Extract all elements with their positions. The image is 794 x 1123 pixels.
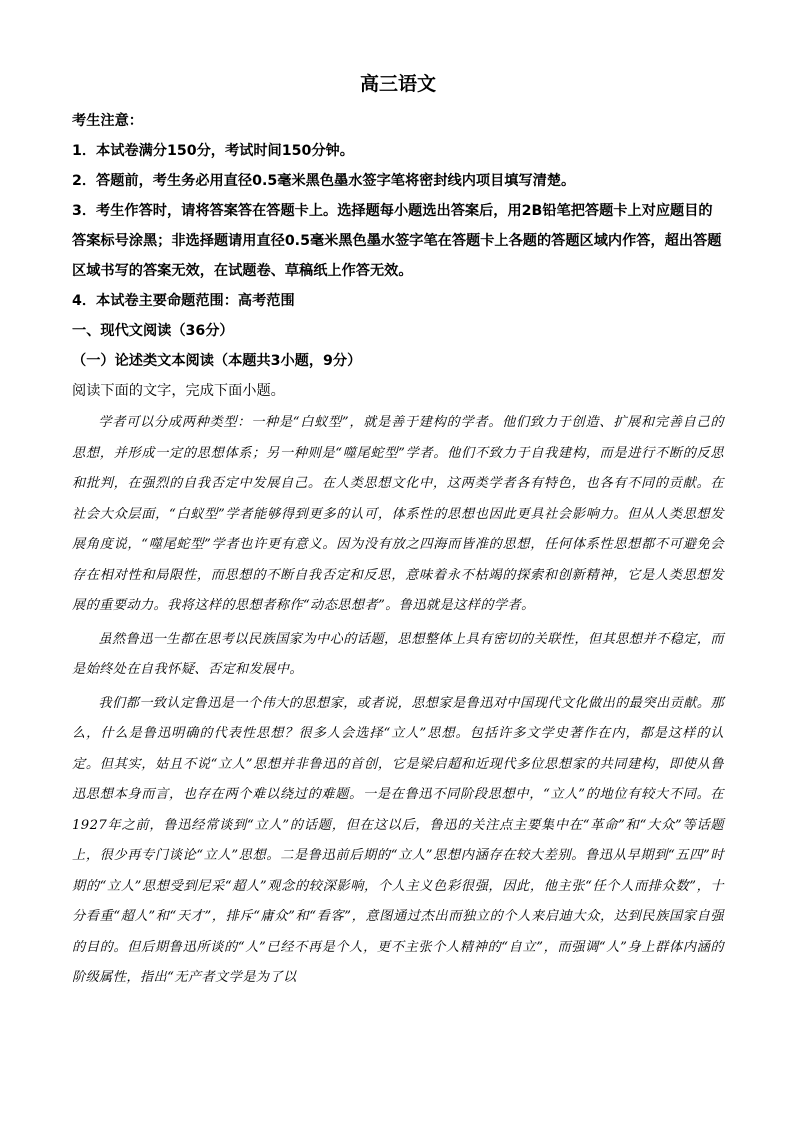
notice-heading: 考生注意： <box>72 113 143 129</box>
passage-paragraph-1: 学者可以分成两种类型：一种是“白蚁型”，就是善于建构的学者。他们致力于创造、扩展和完善自己的思想，并形成一定的思想体系；另一种则是“噬尾蛇型”学者。他们不致力于自我建构，而是进行不断的反思和批判，在强烈的自我否定中发展自己。在人类思想文化中，这两类学者各有特色，也各有不同的贡献。在社会大众层面，“白蚁型”学者能够得到更多的认可，体系性的思想也因此更具社会影响力。但从人类思想发展角度说，“噬尾蛇型”学者也许更有意义。因为没有放之四海而皆准的思想，任何体系性思想都不可避免会存在相对性和局限性，而思想的不断自我否定和反思，意味着永不枯竭的探索和创新精神，它是人类思想发展的重要动力。我将这样的思想者称作“动态思想者”。鲁迅就是这样的学者。 <box>72 415 724 613</box>
passage-paragraph-3: 我们都一致认定鲁迅是一个伟大的思想家，或者说，思想家是鲁迅对中国现代文化做出的最突出贡献。那么，什么是鲁迅明确的代表性思想？很多人会选择“立人”思想。包括许多文学史著作在内，都是这样的认定。但其实，姑且不说“立人”思想并非鲁迅的首创，它是梁启超和近现代多位思想家的共同建构，即使从鲁迅思想本身而言，也存在两个难以绕过的难题。一是在鲁迅不同阶段思想中，“立人”的地位有较大不同。在1927年之前，鲁迅经常谈到“立人”的话题，但在这以后，鲁迅的关注点主要集中在“革命”和“大众”等话题上，很少再专门谈论“立人”思想。二是鲁迅前后期的“立人”思想内涵存在较大差别。鲁迅从早期到“五四”时期的“立人”思想受到尼采“超人”观念的较深影响，个人主义色彩很强，因此，他主张“任个人而排众数”，十分看重“超人”和“天才”，排斥“庸众”和“看客”，意图通过杰出而独立的个人来启迪大众，达到民族国家自强的目的。但后期鲁迅所谈的“人”已经不再是个人，更不主张个人精神的“自立”，而强调“人”身上群体内涵的阶级属性，指出“无产者文学是为了以 <box>72 695 724 985</box>
passage-paragraph-2: 虽然鲁迅一生都在思考以民族国家为中心的话题，思想整体上具有密切的关联性，但其思想并不稳定，而是始终处在自我怀疑、否定和发展中。 <box>72 631 724 677</box>
reading-passage <box>72 408 724 994</box>
exam-page <box>72 72 724 994</box>
reading-instruction: 阅读下面的文字，完成下面小题。 <box>72 383 285 399</box>
subsection-heading: （一）论述类文本阅读（本题共3小题，9分） <box>72 353 362 369</box>
notice-block <box>72 106 724 316</box>
notice-item-1: 1．本试卷满分150分，考试时间150分钟。 <box>72 143 354 159</box>
exam-title: 高三语文 <box>359 73 436 95</box>
notice-item-2: 2．答题前，考生务必用直径0.5毫米黑色墨水签字笔将密封线内项目填写清楚。 <box>72 173 576 189</box>
notice-item-4: 4．本试卷主要命题范围：高考范围 <box>72 293 295 309</box>
section-heading: 一、现代文阅读（36分） <box>72 323 234 339</box>
notice-item-3: 3．考生作答时，请将答案答在答题卡上。选择题每小题选出答案后，用2B铅笔把答题卡上对应题目的答案标号涂黑；非选择题请用直径0.5毫米黑色墨水签字笔在答题卡上各题的答题区域内作答，超出答题区域书写的答案无效，在试题卷、草稿纸上作答无效。 <box>72 203 722 279</box>
